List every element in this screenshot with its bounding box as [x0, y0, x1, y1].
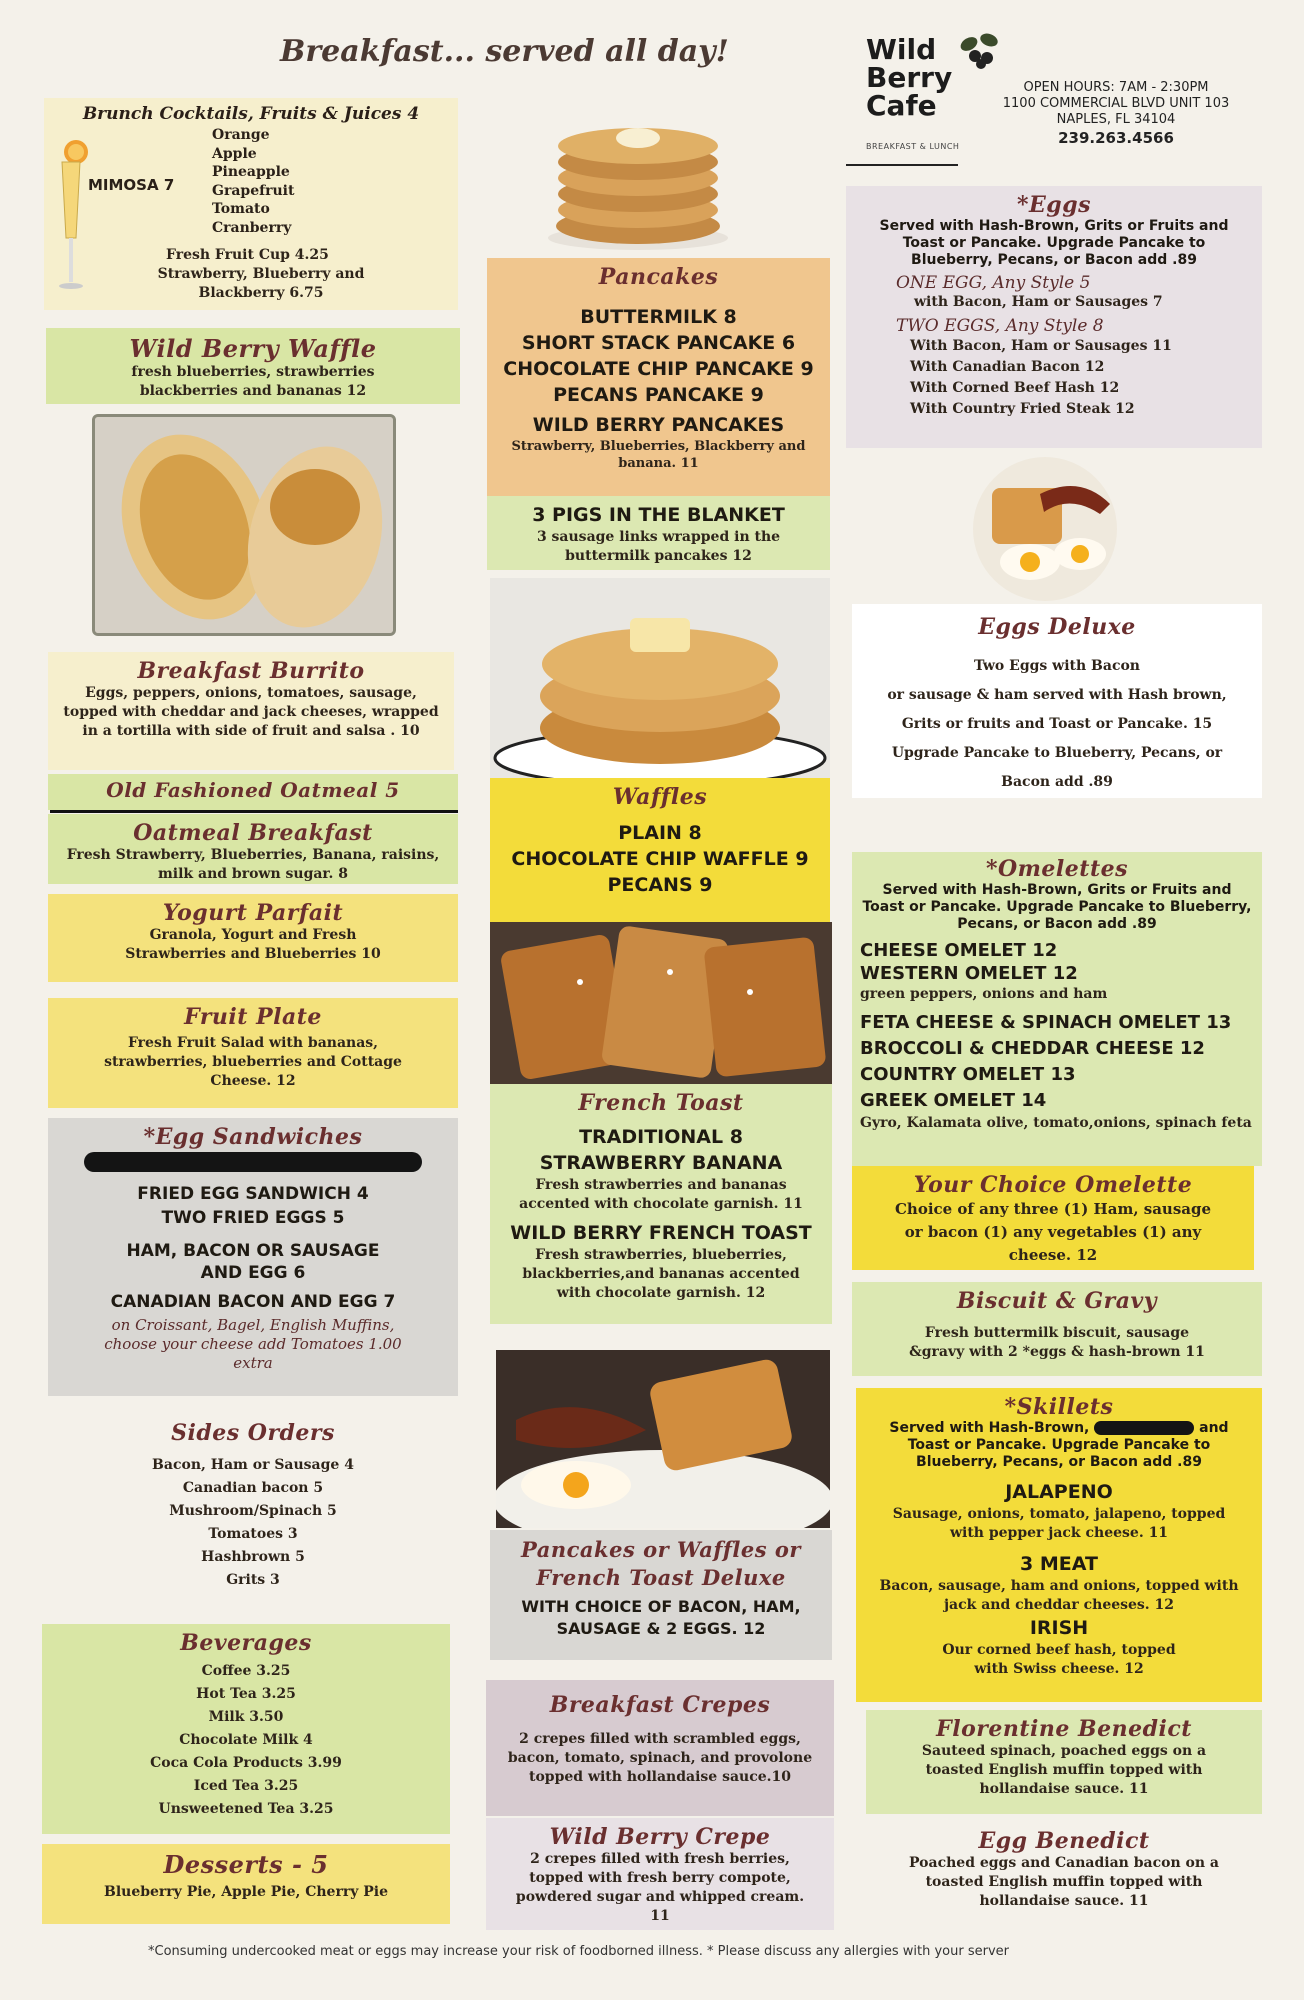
- wild-berry-crepe-title: Wild Berry Crepe: [549, 1824, 771, 1850]
- redacted-bar: [1094, 1421, 1194, 1435]
- florentine-desc: Sauteed spinach, poached eggs on a toasted English muffin topped with hollandaise sauce. 11: [921, 1743, 1207, 1797]
- oatmeal-title: Old Fashioned Oatmeal 5: [106, 778, 400, 802]
- omelet-item: WESTERN OMELET 12: [860, 963, 1078, 984]
- sandwich-item: TWO FRIED EGGS 5: [161, 1208, 345, 1228]
- skillet-item: JALAPENO: [1005, 1481, 1113, 1503]
- sides-title: Sides Orders: [171, 1420, 335, 1446]
- greek-desc: Gyro, Kalamata olive, tomato,onions, spinach feta: [860, 1115, 1252, 1131]
- waffle-item: PECANS 9: [607, 874, 713, 896]
- skillets-panel: [856, 1388, 1262, 1702]
- juice-item: Apple: [212, 145, 257, 162]
- pigs-panel: [487, 496, 830, 570]
- juice-item: Grapefruit: [212, 182, 295, 199]
- omelet-item: GREEK OMELET 14: [860, 1090, 1047, 1111]
- french-toast-item: STRAWBERRY BANANA: [539, 1152, 783, 1174]
- french-toast-title: French Toast: [578, 1090, 744, 1116]
- florentine-title: Florentine Benedict: [936, 1716, 1192, 1742]
- skillet-item: IRISH: [1029, 1617, 1089, 1639]
- florentine-panel: [866, 1710, 1262, 1814]
- side-item: Hashbrown 5: [201, 1549, 305, 1565]
- one-egg-sub: with Bacon, Ham or Sausages 7: [914, 294, 1163, 310]
- skillet-item: 3 MEAT: [1020, 1553, 1098, 1575]
- fruit-plate-desc: Fresh Fruit Salad with bananas, strawberries, blueberries and Cottage Cheese. 12: [104, 1035, 402, 1089]
- oatmeal-panel: [48, 774, 458, 810]
- wild-berry-waffle-desc: fresh blueberries, strawberries blackberries and bananas 12: [131, 364, 375, 399]
- irish-desc: Our corned beef hash, topped with Swiss cheese. 12: [942, 1642, 1176, 1677]
- two-eggs-item: With Corned Beef Hash 12: [910, 380, 1120, 396]
- mimosa-label: MIMOSA 7: [88, 176, 175, 194]
- egg-benedict-panel: [866, 1822, 1262, 1926]
- yogurt-parfait-desc: Granola, Yogurt and Fresh Strawberries and Blueberries 10: [125, 927, 381, 962]
- one-egg: ONE EGG, Any Style 5: [896, 273, 1091, 293]
- french-toast-photo: [490, 922, 832, 1084]
- eggs-deluxe-line: Upgrade Pancake to Blueberry, Pecans, or: [891, 745, 1223, 761]
- omelet-item: FETA CHEESE & SPINACH OMELET 13: [860, 1012, 1232, 1033]
- juice-list: [212, 126, 294, 237]
- jalapeno-desc: Sausage, onions, tomato, jalapeno, topped with pepper jack cheese. 11: [892, 1506, 1226, 1541]
- breakfast-crepes-desc: 2 crepes filled with scrambled eggs, bacon, tomato, spinach, and provolone topped with hollandaise sauce.10: [507, 1731, 813, 1785]
- juice-item: Cranberry: [212, 219, 292, 236]
- two-eggs-item: With Country Fried Steak 12: [910, 401, 1135, 417]
- fruit-plate-panel: [48, 998, 458, 1108]
- wild-berry-crepe-panel: [486, 1818, 834, 1930]
- waffles-panel: [490, 778, 830, 922]
- skillets-intro-a: Served with Hash-Brown,: [889, 1420, 1090, 1436]
- eggs-deluxe-line: Grits or fruits and Toast or Pancake. 15: [901, 716, 1213, 732]
- eggs-deluxe-panel: [852, 604, 1262, 798]
- sandwich-item: HAM, BACON OR SAUSAGE AND EGG 6: [126, 1241, 380, 1283]
- pancakes-title: Pancakes: [598, 264, 719, 290]
- fruit-plate-title: Fruit Plate: [184, 1004, 322, 1030]
- pancake-item: CHOCOLATE CHIP PANCAKE 9: [503, 358, 814, 380]
- omelettes-intro: Served with Hash-Brown, Grits or Fruits and Toast or Pancake. Upgrade Pancake to Blueberry, Pecans, or Bacon add .89: [862, 882, 1252, 932]
- logo-subtitle: BREAKFAST & LUNCH: [866, 142, 960, 151]
- pancake-item: PECANS PANCAKE 9: [553, 384, 764, 406]
- eggs-intro: Served with Hash-Brown, Grits or Fruits and Toast or Pancake. Upgrade Pancake to Blueberry, Pecans, or Bacon add .89: [879, 218, 1229, 268]
- beverage-item: Chocolate Milk 4: [179, 1732, 313, 1748]
- two-eggs-item: With Bacon, Ham or Sausages 11: [910, 338, 1172, 354]
- pigs-desc: 3 sausage links wrapped in the buttermilk pancakes 12: [536, 529, 781, 564]
- sandwich-note: on Croissant, Bagel, English Muffins, choose your cheese add Tomatoes 1.00 extra: [104, 1316, 402, 1372]
- strawberry-banana-desc: Fresh strawberries and bananas accented with chocolate garnish. 11: [519, 1177, 803, 1212]
- skillets-title: *Skillets: [1004, 1394, 1114, 1420]
- eggs-panel: [846, 186, 1262, 448]
- berries-cup: Strawberry, Blueberry and Blackberry 6.75: [157, 266, 365, 301]
- waffle-photo: [490, 578, 830, 778]
- side-item: Tomatoes 3: [208, 1526, 298, 1542]
- sandwich-item: CANADIAN BACON AND EGG 7: [110, 1292, 396, 1312]
- footer-note: *Consuming undercooked meat or eggs may increase your risk of foodborned illness. * Please discuss any allergies with your server: [148, 1944, 1010, 1959]
- eggs-photo: [970, 454, 1120, 604]
- omelettes-panel: [852, 852, 1262, 1166]
- mimosa-glass-icon: [52, 138, 92, 302]
- omelet-item: BROCCOLI & CHEDDAR CHEESE 12: [860, 1038, 1205, 1059]
- western-desc: green peppers, onions and ham: [860, 986, 1108, 1002]
- desserts-panel: [42, 1844, 450, 1924]
- beverage-item: Iced Tea 3.25: [193, 1778, 299, 1794]
- burrito-desc: Eggs, peppers, onions, tomatoes, sausage, topped with cheddar and jack cheeses, wrapped in a tortilla with side of fruit and salsa . 10: [63, 685, 439, 739]
- omelettes-title: *Omelettes: [985, 856, 1128, 882]
- wild-berry-waffle-panel: [46, 328, 460, 404]
- sides-panel: [48, 1414, 458, 1614]
- your-choice-panel: [852, 1166, 1254, 1270]
- deluxe-photo: [496, 1350, 830, 1528]
- desserts-desc: Blueberry Pie, Apple Pie, Cherry Pie: [104, 1884, 388, 1900]
- beverage-item: Hot Tea 3.25: [196, 1686, 296, 1702]
- eggs-deluxe-line: Two Eggs with Bacon: [974, 658, 1140, 674]
- biscuit-desc: Fresh buttermilk biscuit, sausage &gravy with 2 *eggs & hash-brown 11: [909, 1325, 1205, 1360]
- redacted-bar: [84, 1152, 422, 1172]
- your-choice-desc: Choice of any three (1) Ham, sausage or bacon (1) any vegetables (1) any cheese. 12: [894, 1200, 1212, 1264]
- egg-benedict-desc: Poached eggs and Canadian bacon on a toasted English muffin topped with hollandaise sauce. 11: [909, 1855, 1219, 1909]
- wild-berry-crepe-desc: 2 crepes filled with fresh berries, topped with fresh berry compote, powdered sugar and whipped cream. 11: [515, 1851, 805, 1924]
- sides-list: [58, 1454, 448, 1592]
- breakfast-crepes-panel: [486, 1680, 834, 1816]
- beverage-item: Unsweetened Tea 3.25: [158, 1801, 334, 1817]
- yogurt-parfait-title: Yogurt Parfait: [162, 900, 344, 926]
- egg-sandwiches-title: *Egg Sandwiches: [143, 1124, 363, 1150]
- eggs-deluxe-line: Bacon add .89: [1001, 774, 1113, 790]
- waffles-title: Waffles: [612, 784, 708, 810]
- address-line-1: 1100 COMMERCIAL BLVD UNIT 103: [1002, 96, 1230, 111]
- pancake-item: SHORT STACK PANCAKE 6: [521, 332, 796, 354]
- biscuit-panel: [852, 1282, 1262, 1376]
- pancake-item: BUTTERMILK 8: [580, 306, 737, 328]
- skillets-intro-b: and Toast or Pancake. Upgrade Pancake to Blueberry, Pecans, or Bacon add .89: [907, 1420, 1229, 1470]
- omelet-item: CHEESE OMELET 12: [860, 940, 1058, 961]
- fruit-cup: Fresh Fruit Cup 4.25: [166, 247, 329, 263]
- deluxe-desc: WITH CHOICE OF BACON, HAM, SAUSAGE & 2 EGGS. 12: [521, 1597, 801, 1638]
- skillets-intro: [866, 1420, 1252, 1471]
- pancakes-panel: [487, 258, 830, 496]
- beverage-item: Milk 3.50: [208, 1709, 284, 1725]
- address-line-2: NAPLES, FL 34104: [1056, 112, 1176, 127]
- two-eggs-item: With Canadian Bacon 12: [910, 359, 1105, 375]
- open-hours: OPEN HOURS: 7AM - 2:30PM: [1023, 80, 1209, 95]
- french-toast-item: TRADITIONAL 8: [579, 1126, 743, 1148]
- pancake-stack-photo: [538, 98, 738, 254]
- eggs-deluxe-line: or sausage & ham served with Hash brown,: [887, 687, 1227, 703]
- wild-berry-waffle-title: Wild Berry Waffle: [129, 334, 377, 363]
- breakfast-crepes-title: Breakfast Crepes: [549, 1692, 771, 1718]
- side-item: Canadian bacon 5: [182, 1480, 324, 1496]
- logo-text-cafe: Cafe: [866, 89, 937, 122]
- deluxe-panel: [490, 1530, 832, 1660]
- french-toast-item: WILD BERRY FRENCH TOAST: [510, 1222, 812, 1244]
- meat-desc: Bacon, sausage, ham and onions, topped with jack and cheddar cheeses. 12: [879, 1578, 1239, 1613]
- divider: [50, 810, 458, 813]
- logo-underline: [846, 164, 958, 166]
- beverages-panel: [42, 1624, 450, 1834]
- omelet-item: COUNTRY OMELET 13: [860, 1064, 1076, 1085]
- juice-item: Orange: [212, 127, 270, 143]
- biscuit-title: Biscuit & Gravy: [956, 1288, 1158, 1314]
- juice-item: Pineapple: [212, 164, 290, 180]
- deluxe-title: Pancakes or Waffles or French Toast Deluxe: [521, 1537, 801, 1590]
- burrito-title: Breakfast Burrito: [137, 658, 365, 684]
- pancake-item: WILD BERRY PANCAKES: [532, 414, 785, 436]
- your-choice-title: Your Choice Omelette: [913, 1172, 1193, 1198]
- burrito-photo: [92, 414, 396, 636]
- waffle-item: CHOCOLATE CHIP WAFFLE 9: [511, 848, 809, 870]
- two-eggs: TWO EGGS, Any Style 8: [896, 316, 1104, 336]
- side-item: Mushroom/Spinach 5: [169, 1503, 337, 1519]
- brunch-title: Brunch Cocktails, Fruits & Juices 4: [82, 104, 420, 124]
- phone-number: 239.263.4566: [1058, 129, 1174, 147]
- oatmeal-breakfast-desc: Fresh Strawberry, Blueberries, Banana, raisins, milk and brown sugar. 8: [66, 847, 440, 882]
- wild-berry-french-toast-desc: Fresh strawberries, blueberries, blackberries,and bananas accented with chocolate garnish. 12: [522, 1247, 800, 1301]
- egg-benedict-title: Egg Benedict: [978, 1828, 1150, 1854]
- juice-item: Tomato: [212, 201, 270, 217]
- oatmeal-breakfast-panel: [48, 814, 458, 884]
- hours-block: [996, 80, 1236, 146]
- oatmeal-breakfast-title: Oatmeal Breakfast: [133, 820, 373, 846]
- desserts-title: Desserts - 5: [163, 1850, 329, 1879]
- side-item: Grits 3: [226, 1572, 280, 1588]
- wild-berry-pancakes-desc: Strawberry, Blueberries, Blackberry and banana. 11: [511, 439, 806, 471]
- beverage-item: Coffee 3.25: [201, 1663, 291, 1679]
- page-title: Breakfast... served all day!: [280, 34, 729, 69]
- logo-text-wild: Wild: [866, 33, 937, 66]
- beverages-title: Beverages: [180, 1630, 312, 1656]
- eggs-title: *Eggs: [1017, 192, 1091, 218]
- burrito-panel: [48, 652, 454, 770]
- beverage-item: Coca Cola Products 3.99: [150, 1755, 342, 1771]
- logo-text-berry: Berry: [866, 61, 953, 94]
- pigs-title: 3 PIGS IN THE BLANKET: [532, 504, 785, 526]
- waffle-item: PLAIN 8: [618, 822, 702, 844]
- egg-sandwiches-panel: [48, 1118, 458, 1396]
- berry-icon: [955, 30, 1007, 74]
- french-toast-panel: [490, 1084, 832, 1324]
- yogurt-parfait-panel: [48, 894, 458, 982]
- two-eggs-list: [910, 336, 1246, 420]
- beverages-list: [52, 1660, 440, 1821]
- eggs-deluxe-title: Eggs Deluxe: [978, 614, 1136, 640]
- logo: [866, 33, 966, 122]
- sandwich-item: FRIED EGG SANDWICH 4: [137, 1184, 369, 1204]
- side-item: Bacon, Ham or Sausage 4: [152, 1457, 354, 1473]
- brunch-panel: [44, 98, 458, 310]
